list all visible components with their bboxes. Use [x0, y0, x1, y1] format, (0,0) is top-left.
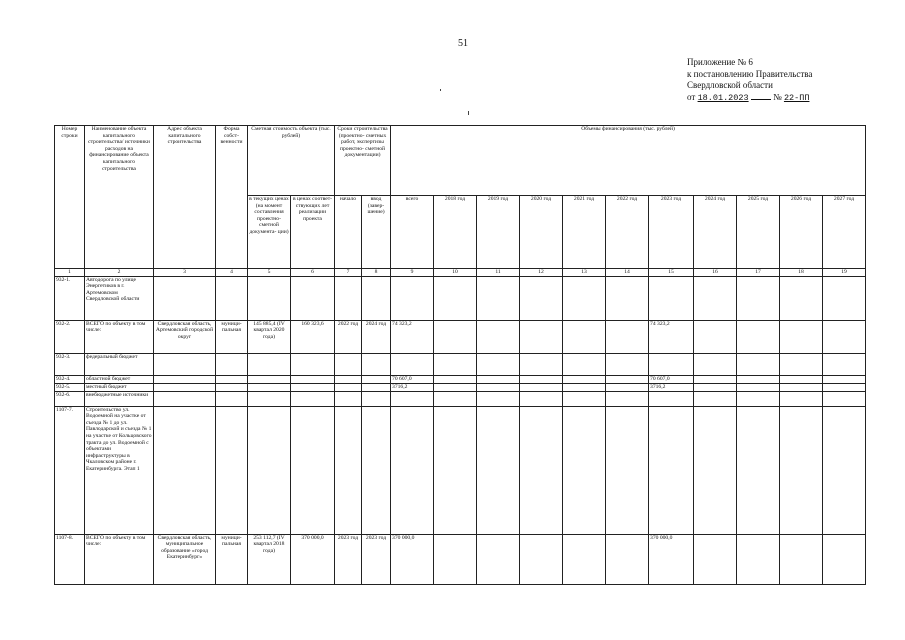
year-cell: [694, 375, 737, 383]
header-current-prices: в текущих ценах (на момент составления проектно- сметной документа- ции): [248, 196, 291, 269]
cost-current-prices: 145 885,4 (IV квартал 2020 года): [248, 320, 291, 353]
year-cell: [563, 406, 606, 534]
cost-current-prices: [248, 406, 291, 534]
column-number: 19: [823, 269, 866, 277]
row-number: 1107-8.: [55, 534, 85, 584]
year-cell: [649, 406, 694, 534]
header-estimated-cost: Сметная стоимость объекта (тыс. рублей): [248, 126, 335, 196]
column-number: 12: [520, 269, 563, 277]
end-year: 2024 год: [362, 320, 391, 353]
header-commission: ввод (завер- шение): [362, 196, 391, 269]
start-year: 2023 год: [335, 534, 362, 584]
column-number-row: [55, 269, 866, 277]
year-cell: [823, 375, 866, 383]
column-number: 9: [391, 269, 434, 277]
year-cell: [563, 353, 606, 375]
scan-mark: [440, 89, 441, 91]
number-label: №: [773, 91, 782, 102]
decree-date: 18.01.2023: [697, 92, 749, 103]
table-row: [55, 353, 866, 375]
start-year: [335, 276, 362, 320]
year-cell: [434, 353, 477, 375]
year-cell: [694, 276, 737, 320]
year-cell: [780, 406, 823, 534]
end-year: [362, 353, 391, 375]
header-year: 2018 год: [434, 196, 477, 269]
row-number: 932-6.: [55, 391, 85, 406]
year-cell: [737, 375, 780, 383]
ownership-form: [216, 353, 248, 375]
year-cell: [737, 353, 780, 375]
object-name: ВСЕГО по объекту в том числе:: [85, 320, 154, 353]
year-cell: [606, 320, 649, 353]
appendix-block: [687, 57, 812, 104]
header-start: начало: [335, 196, 362, 269]
header-year: 2026 год: [780, 196, 823, 269]
year-cell: [606, 391, 649, 406]
start-year: [335, 391, 362, 406]
year-cell: [780, 320, 823, 353]
year-cell: [477, 320, 520, 353]
year-cell: [694, 391, 737, 406]
row-number: 932-3.: [55, 353, 85, 375]
header-year: 2027 год: [823, 196, 866, 269]
year-cell: [477, 276, 520, 320]
table-row: [55, 534, 866, 584]
object-address: [154, 383, 216, 391]
ownership-form: [216, 406, 248, 534]
financing-table: [54, 125, 866, 585]
year-cell: [737, 534, 780, 584]
ownership-form: [216, 391, 248, 406]
year-cell: [606, 375, 649, 383]
object-address: [154, 353, 216, 375]
cost-current-prices: [248, 383, 291, 391]
start-year: [335, 383, 362, 391]
appendix-title: Приложение № 6: [687, 57, 753, 67]
table-row: [55, 320, 866, 353]
cost-project-prices: 370 000,0: [291, 534, 335, 584]
object-address: [154, 406, 216, 534]
year-cell: [520, 320, 563, 353]
year-cell: [606, 534, 649, 584]
year-cell: [780, 353, 823, 375]
financing-total: 370 000,0: [391, 534, 434, 584]
cost-project-prices: [291, 375, 335, 383]
ownership-form: [216, 276, 248, 320]
column-number: 2: [85, 269, 154, 277]
row-number: 932-2.: [55, 320, 85, 353]
end-year: [362, 276, 391, 320]
object-address: Свердловская область, Артемовский городской округ: [154, 320, 216, 353]
year-cell: [694, 320, 737, 353]
table-row: [55, 383, 866, 391]
year-cell: [563, 383, 606, 391]
object-name: федеральный бюджет: [85, 353, 154, 375]
year-cell: [434, 320, 477, 353]
ownership-form: муници- пальная: [216, 534, 248, 584]
header-year: 2023 год: [649, 196, 694, 269]
row-number: 932-4.: [55, 375, 85, 383]
year-cell: [606, 406, 649, 534]
column-number: 4: [216, 269, 248, 277]
start-year: 2022 год: [335, 320, 362, 353]
header-year: 2021 год: [563, 196, 606, 269]
cost-project-prices: [291, 353, 335, 375]
financing-total: 70 607,0: [391, 375, 434, 383]
row-number: 932-1.: [55, 276, 85, 320]
column-number: 6: [291, 269, 335, 277]
year-cell: [606, 353, 649, 375]
year-cell: [520, 353, 563, 375]
start-year: [335, 375, 362, 383]
end-year: [362, 391, 391, 406]
object-address: Свердловская область, муниципальное образование «город Екатеринбург»: [154, 534, 216, 584]
year-cell: [434, 534, 477, 584]
financing-total: 74 323,2: [391, 320, 434, 353]
year-cell: [694, 534, 737, 584]
column-number: 7: [335, 269, 362, 277]
table-row: [55, 391, 866, 406]
financing-total: [391, 391, 434, 406]
year-cell: [823, 406, 866, 534]
year-cell: 74 323,2: [649, 320, 694, 353]
appendix-line3: Свердловской области: [687, 80, 773, 90]
header-project-prices: в ценах соответ- ствующих лет реализации проекта: [291, 196, 335, 269]
appendix-line2: к постановлению Правительства: [687, 68, 813, 79]
object-name: ВСЕГО по объекту в том числе:: [85, 534, 154, 584]
start-year: [335, 353, 362, 375]
header-address: Адрес объекта капитального строительства: [154, 126, 216, 269]
year-cell: [520, 391, 563, 406]
year-cell: 70 607,0: [649, 375, 694, 383]
object-address: [154, 375, 216, 383]
year-cell: [520, 534, 563, 584]
year-cell: [737, 383, 780, 391]
financing-total: [391, 276, 434, 320]
object-name: Строительство ул. Водоемной на участке от съезда № 1 до ул. Павлодарской и съезда № 1 на участке от Кольцовского тракта до ул. Водоемной с объектами инфраструктуры в Чкаловском районе г. Екатеринбурга. Этап 1: [85, 406, 154, 534]
year-cell: [780, 276, 823, 320]
decree-number: 22-ПП: [783, 92, 810, 103]
object-name: областной бюджет: [85, 375, 154, 383]
cost-project-prices: [291, 391, 335, 406]
year-cell: [520, 383, 563, 391]
row-number: 1107-7.: [55, 406, 85, 534]
year-cell: [520, 276, 563, 320]
year-cell: 370 000,0: [649, 534, 694, 584]
year-cell: [434, 383, 477, 391]
cost-current-prices: 253 112,7 (IV квартал 2018 года): [248, 534, 291, 584]
from-label: от: [687, 91, 696, 102]
column-number: 15: [649, 269, 694, 277]
year-cell: [737, 276, 780, 320]
header-ownership: Форма собст- венности: [216, 126, 248, 269]
object-name: Автодорога по улице Энергетиков в г. Артемовском Свердловской области: [85, 276, 154, 320]
ownership-form: [216, 375, 248, 383]
header-year: 2024 год: [694, 196, 737, 269]
year-cell: [563, 320, 606, 353]
end-year: [362, 383, 391, 391]
column-number: 1: [55, 269, 85, 277]
object-name: внебюджетные источники: [85, 391, 154, 406]
year-cell: [694, 353, 737, 375]
year-cell: [737, 391, 780, 406]
cost-project-prices: [291, 406, 335, 534]
year-cell: [477, 353, 520, 375]
end-year: 2023 год: [362, 534, 391, 584]
year-cell: [780, 391, 823, 406]
end-year: [362, 375, 391, 383]
year-cell: [737, 406, 780, 534]
year-cell: [649, 353, 694, 375]
year-cell: [477, 383, 520, 391]
object-address: [154, 391, 216, 406]
year-cell: [563, 375, 606, 383]
column-number: 8: [362, 269, 391, 277]
header-year: 2025 год: [737, 196, 780, 269]
column-number: 18: [780, 269, 823, 277]
year-cell: [520, 375, 563, 383]
scan-mark: [468, 111, 469, 115]
year-cell: [780, 375, 823, 383]
column-number: 17: [737, 269, 780, 277]
year-cell: [477, 391, 520, 406]
year-cell: [694, 383, 737, 391]
year-cell: [823, 383, 866, 391]
year-cell: [823, 391, 866, 406]
header-year: 2020 год: [520, 196, 563, 269]
year-cell: [563, 534, 606, 584]
header-terms: Сроки строительства (проектно- сметных работ, экспертизы проектно- сметной документации): [335, 126, 391, 196]
cost-current-prices: [248, 391, 291, 406]
year-cell: [823, 353, 866, 375]
year-cell: [823, 276, 866, 320]
column-number: 16: [694, 269, 737, 277]
year-cell: [823, 534, 866, 584]
column-number: 5: [248, 269, 291, 277]
year-cell: [780, 534, 823, 584]
header-total: всего: [391, 196, 434, 269]
year-cell: [737, 320, 780, 353]
header-year: 2019 год: [477, 196, 520, 269]
cost-project-prices: [291, 276, 335, 320]
end-year: [362, 406, 391, 534]
header-row-no: Номер строки: [55, 126, 85, 269]
table-row: [55, 276, 866, 320]
cost-project-prices: 160 323,6: [291, 320, 335, 353]
year-cell: [780, 383, 823, 391]
year-cell: [520, 406, 563, 534]
table-body: [55, 276, 866, 584]
column-number: 14: [606, 269, 649, 277]
header-financing: Объемы финансирования (тыс. рублей): [391, 126, 866, 196]
ownership-form: муници- пальная: [216, 320, 248, 353]
year-cell: [606, 276, 649, 320]
column-number: 11: [477, 269, 520, 277]
column-number: 10: [434, 269, 477, 277]
year-cell: [477, 406, 520, 534]
year-cell: [477, 375, 520, 383]
table-row: [55, 375, 866, 383]
year-cell: [649, 276, 694, 320]
appendix-date-line: [687, 92, 812, 105]
year-cell: [434, 276, 477, 320]
start-year: [335, 406, 362, 534]
page-number: 51: [458, 38, 468, 49]
year-cell: [606, 383, 649, 391]
ownership-form: [216, 383, 248, 391]
cost-current-prices: [248, 276, 291, 320]
year-cell: [434, 391, 477, 406]
header-name: Наименование объекта капитального строительства/ источники расходов на финансирование объекта капитального строительства: [85, 126, 154, 269]
object-address: [154, 276, 216, 320]
year-cell: [563, 276, 606, 320]
year-cell: [694, 406, 737, 534]
financing-total: [391, 406, 434, 534]
table-row: [55, 406, 866, 534]
year-cell: [477, 534, 520, 584]
year-cell: [434, 406, 477, 534]
cost-current-prices: [248, 375, 291, 383]
year-cell: [434, 375, 477, 383]
header-year: 2022 год: [606, 196, 649, 269]
year-cell: 3716,2: [649, 383, 694, 391]
column-number: 13: [563, 269, 606, 277]
cost-current-prices: [248, 353, 291, 375]
year-cell: [649, 391, 694, 406]
year-cell: [823, 320, 866, 353]
object-name: местный бюджет: [85, 383, 154, 391]
financing-total: [391, 353, 434, 375]
cost-project-prices: [291, 383, 335, 391]
column-number: 3: [154, 269, 216, 277]
financing-total: 3716,2: [391, 383, 434, 391]
row-number: 932-5.: [55, 383, 85, 391]
year-cell: [563, 391, 606, 406]
